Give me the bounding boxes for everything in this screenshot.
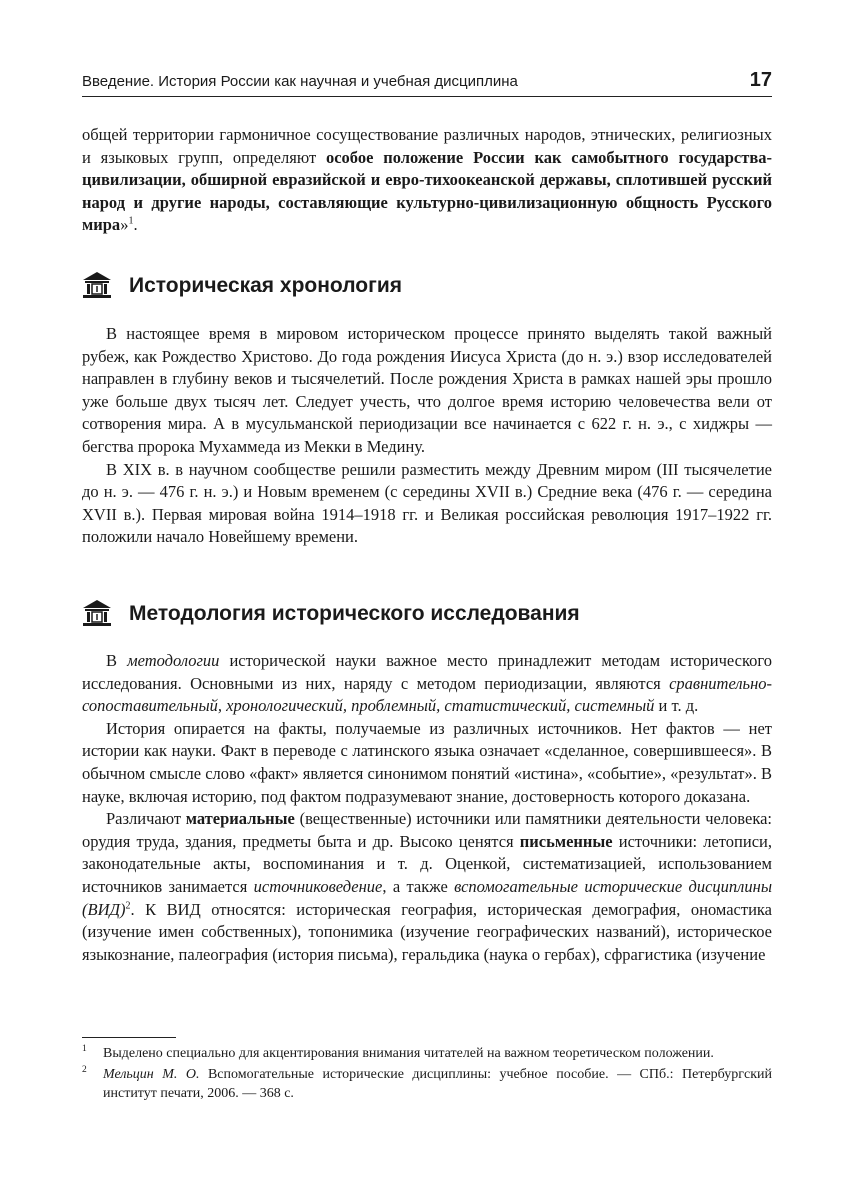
footnote-divider [82, 1037, 176, 1038]
chronology-text [82, 323, 772, 549]
footnotes [82, 1044, 772, 1105]
footnote-1: 1 Выделено специально для акцентирования внимания читателей на важном теоретическом положении. [82, 1044, 714, 1061]
page-number: 17 [749, 69, 772, 91]
running-header [82, 70, 772, 97]
section-title: Историческая хронология [129, 274, 403, 297]
museum-icon [82, 598, 112, 628]
museum-icon [82, 270, 112, 300]
methodology-text [82, 650, 772, 966]
paragraph: История опирается на факты, получаемые из различных источников. Нет фактов — нет истории как науки. Факт в переводе с латинского языка означает «сделанное, совершившееся». В обычном смысле слово «факт» является синонимом понятий «истина», «событие», «результат». В науке, включая историю, под фактом подразумевают знание, достоверность которого доказана. [82, 718, 772, 806]
footnote-ref-1: 1 [128, 215, 134, 227]
paragraph: Различают материальные (вещественные) источники или памятники деятельности человека: орудия труда, здания, предметы быта и др. Высоко ценятся письменные источники: летописи, законодательные акты, воспоминания и т. д. Оценкой, систематизацией, использованием источников занимается источниковедение, а также вспомогательные исторические дисциплины (ВИД)$^2$. К ВИД относятся: историческая география, историческая демография, ономастика (изучение имен собственных), топонимика (изучение географических названий), историческое языкознание, палеография (история письма), геральдика (наука о гербах), сфрагистика (изучение [82, 809, 772, 964]
paragraph: В XIX в. в научном сообществе решили разместить между Древним миром (III тысячелетие до н. э. — 476 г. н. э.) и Новым временем (с середины XVII в.) Средние века (476 г. — середина XVII в.). Первая мировая война 1914–1918 гг. и Великая российская революция 1917–1922 гг. положили начало Новейшему времени. [82, 459, 772, 547]
section-heading-methodology [82, 598, 772, 634]
footnote-ref-2: 2 [125, 900, 131, 912]
paragraph: В методологии исторической науки важное место принадлежит методам исторического исследования. Основными из них, наряду с методом периодизации, являются сравнительно-сопоставительный, хронологический, проблемный, статистический, системный и т. д. [82, 651, 772, 716]
paragraph: В настоящее время в мировом историческом процессе принято выделять такой важный рубеж, как Рождество Христово. До года рождения Иисуса Христа (до н. э.) взор исследователей направлен в глубину веков и тысячелетий. После рождения Христа в рамках нашей эры прошло уже больше двух тысяч лет. Следует учесть, что долгое время историю человечества вели от сотворения мира. А в мусульманской периодизации все начинается с 622 г. н. э., с хиджры — бегства пророка Мухаммеда из Мекки в Медину. [82, 324, 772, 456]
section-heading-chronology [82, 270, 772, 306]
running-header-title: Введение. История России как научная и учебная дисциплина [82, 73, 518, 90]
intro-emphasis: особое положение России как самобытного государства-цивилизации, обширной евразийской и евро-тихоокеанской державы, сплотившей русский народ и другие народы, составляющие культурно-цивилизационную общность Русского мира [82, 147, 772, 235]
intro-paragraph: общей территории гармоничное сосуществование различных народов, этнических, религиозных и языковых групп, определяют особое положение России как самобытного государства-цивилизации, обширной евразийской и евро-тихоокеанской державы, сплотившей русский народ и другие народы, составляющие культурно-цивилизационную общность Русского мира»$^1$. [82, 125, 772, 235]
section-title: Методология исторического исследования [129, 602, 580, 625]
footnote-2: 2 Мельцин М. О. Вспомогательные исторические дисциплины: учебное пособие. — СПб.: Петербургский институт печати, 2006. — 368 с. [82, 1064, 772, 1101]
